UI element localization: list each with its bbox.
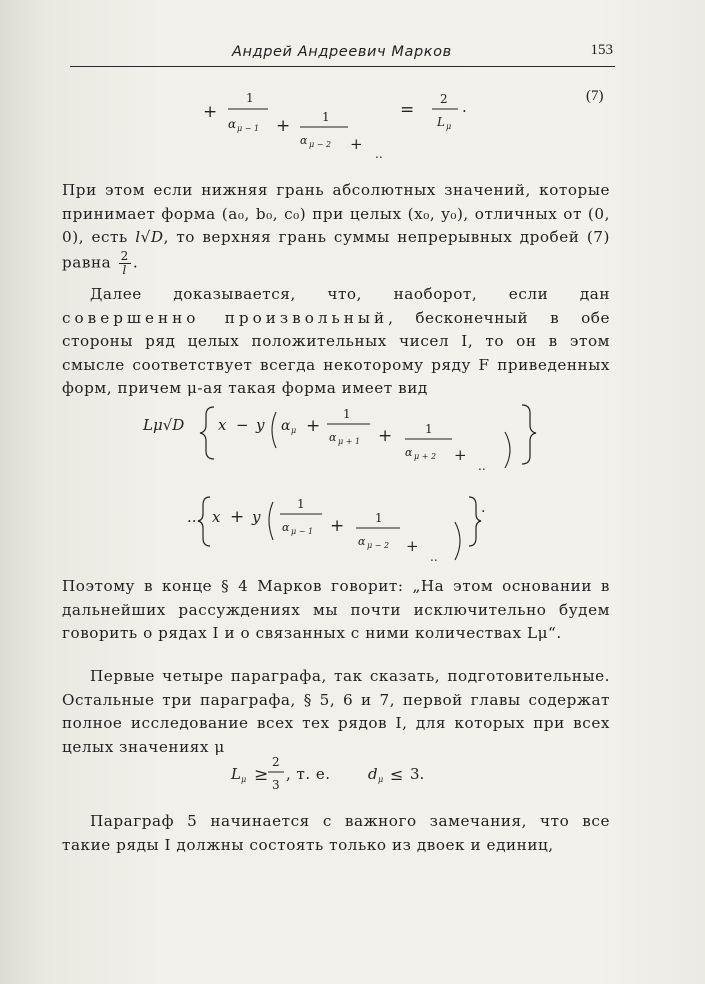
period: . xyxy=(481,500,486,516)
numerator-one: 1 xyxy=(297,497,305,511)
fraction-denominator: l xyxy=(122,262,127,277)
spaced-emphasis: совершенно произвольный xyxy=(62,308,389,327)
continuation-dots: .. xyxy=(430,550,438,564)
numerator-one: 1 xyxy=(246,91,254,105)
text-run: Параграф 5 начинается с важного замечания, что все такие ряды I должны состоять только из двоек и единиц, xyxy=(62,812,610,854)
header-title: Андрей Андреевич Марков xyxy=(232,44,452,60)
var-y: y xyxy=(256,416,265,434)
L-sqrt-D: Lμ√D xyxy=(143,416,185,434)
subscript: μ + 2 xyxy=(414,452,437,461)
equals-sign: = xyxy=(400,100,415,120)
text-run: Поэтому в конце § 4 Марков говорит: „На этом основании в дальнейших рассуждениях мы почти исключительно будем говорить о рядах I и о связанных с ними количествах Lμ“. xyxy=(62,577,610,642)
left-brace xyxy=(198,497,210,546)
alpha-symbol: α xyxy=(329,431,337,444)
plus-sign: + xyxy=(230,507,245,527)
numerator-one: 1 xyxy=(322,110,330,124)
text-run: Первые четыре параграфа, так сказать, подготовительные. Остальные три параграфа, § 5, 6 и 7, первой главы содержат полное исследование всех тех рядов I, для которых при всех целых значениях μ xyxy=(62,667,610,756)
subscript: μ + 1 xyxy=(338,437,361,446)
text-run: При этом если нижняя грань абсолютных значений, которые принимает форма (a₀, b₀, c₀) при целых (x₀, y₀), отличных от (0, 0), есть xyxy=(62,181,610,246)
inline-fraction xyxy=(119,250,131,277)
paragraph-3 xyxy=(62,575,610,646)
continuation-dots: .. xyxy=(375,147,383,161)
subscript: μ − 1 xyxy=(291,527,314,536)
paragraph-1 xyxy=(62,179,610,277)
leq-sign: ≤ xyxy=(390,765,404,784)
text-run: . xyxy=(132,253,139,271)
numerator-two: 2 xyxy=(440,92,448,106)
text-run: , то верхняя грань суммы непрерывных дробей (7) равна xyxy=(62,228,610,271)
L-symbol: L xyxy=(231,765,241,783)
running-header xyxy=(70,38,615,67)
subscript: μ − 1 xyxy=(237,124,260,133)
rhs-three: 3. xyxy=(410,765,425,783)
plus-sign: + xyxy=(350,135,363,153)
denominator-three: 3 xyxy=(272,778,280,792)
minus-sign: − xyxy=(236,416,249,434)
fraction-numerator: 2 xyxy=(120,248,129,263)
ie-text: , т. е. xyxy=(286,765,331,783)
right-paren xyxy=(455,522,460,560)
subscript: μ − 2 xyxy=(367,541,390,550)
left-brace xyxy=(200,407,214,459)
leading-dots: ... xyxy=(187,508,202,526)
right-paren xyxy=(505,432,510,468)
paragraph-5 xyxy=(62,810,610,857)
plus-sign: + xyxy=(454,446,467,464)
alpha-symbol: α xyxy=(405,446,413,459)
text-run: Далее доказывается, что, наоборот, если дан xyxy=(90,285,610,303)
var-x: x xyxy=(218,416,227,434)
text-run: l√D xyxy=(135,228,164,246)
text-run: , бесконечный в обе стороны ряд целых положительных чисел I, то он в этом смысле соответствует всегда некоторому ряду F приведенных форм, причем μ-ая такая форма имеет вид xyxy=(62,308,610,397)
alpha-symbol: α xyxy=(282,521,290,534)
plus-sign: + xyxy=(306,416,321,436)
subscript: μ xyxy=(241,775,247,784)
alpha-symbol: α xyxy=(300,134,308,147)
paragraph-2 xyxy=(62,283,610,401)
alpha-symbol: α xyxy=(358,535,366,548)
subscript: μ xyxy=(378,775,384,784)
page-number: 153 xyxy=(590,42,613,58)
numerator-two: 2 xyxy=(272,755,280,769)
numerator-one: 1 xyxy=(375,511,383,525)
continuation-dots: .. xyxy=(478,459,486,473)
plus-sign: + xyxy=(378,426,393,446)
subscript: μ xyxy=(446,122,452,131)
L-symbol: L xyxy=(437,115,445,129)
equation-number: (7) xyxy=(586,88,604,104)
alpha-symbol: α xyxy=(228,117,237,131)
paragraph-4 xyxy=(62,665,610,759)
alpha-symbol: α xyxy=(281,418,291,434)
subscript: μ xyxy=(291,426,297,435)
var-y: y xyxy=(252,508,261,526)
geq-sign: ≥ xyxy=(254,765,269,785)
right-brace xyxy=(469,497,481,546)
right-brace xyxy=(522,405,536,464)
plus-sign: + xyxy=(203,102,218,122)
left-paren xyxy=(272,412,276,448)
plus-sign: + xyxy=(330,516,345,536)
plus-sign: + xyxy=(276,116,291,136)
subscript: μ − 2 xyxy=(309,140,332,149)
period: . xyxy=(462,98,467,116)
var-x: x xyxy=(212,508,221,526)
plus-sign: + xyxy=(406,537,419,555)
numerator-one: 1 xyxy=(425,422,433,436)
d-symbol: d xyxy=(368,765,378,783)
left-paren xyxy=(269,502,273,540)
numerator-one: 1 xyxy=(343,407,351,421)
